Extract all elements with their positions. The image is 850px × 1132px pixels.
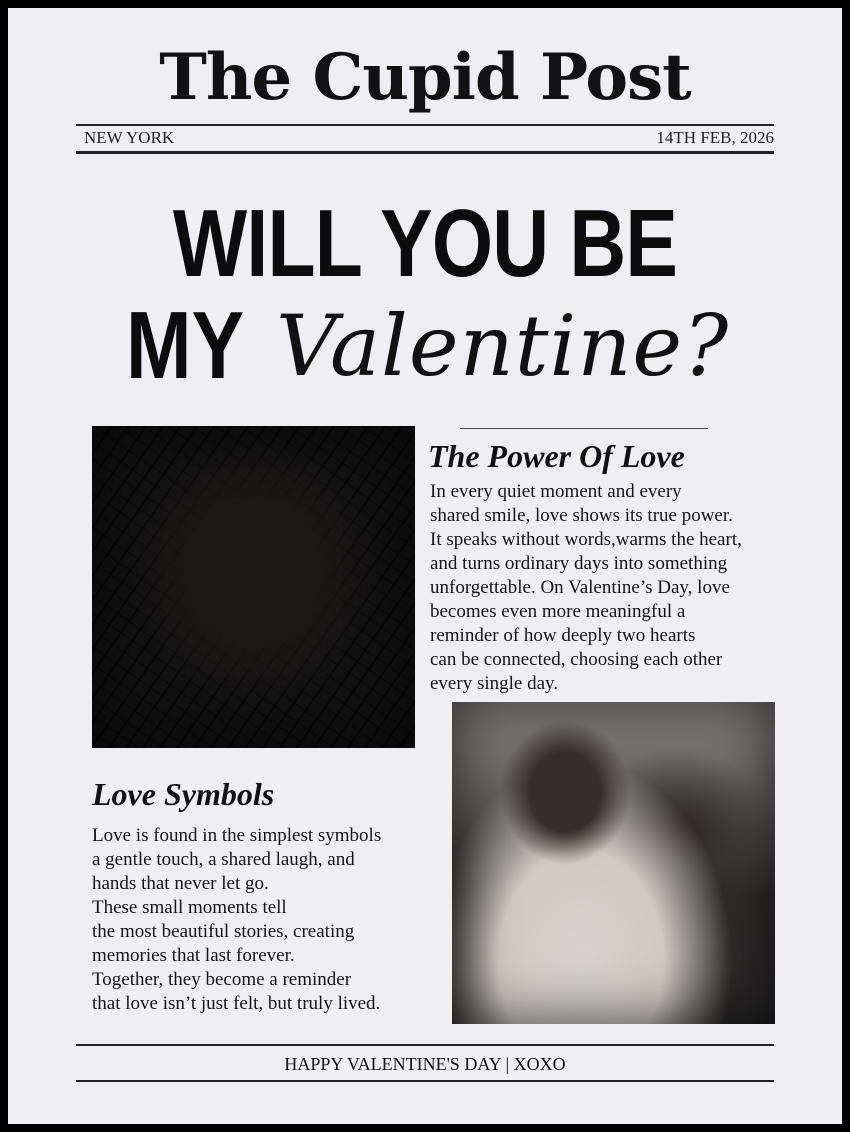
footer-text: HAPPY VALENTINE'S DAY | XOXO bbox=[284, 1054, 566, 1074]
article-line: reminder of how deeply two hearts bbox=[430, 625, 696, 646]
headline-valentine-script: Valentine? bbox=[276, 297, 730, 395]
article-line: These small moments tell bbox=[92, 897, 287, 918]
article-line: Together, they become a reminder bbox=[92, 969, 352, 990]
article-line: the most beautiful stories, creating bbox=[92, 921, 355, 942]
footer-rule-bottom bbox=[76, 1080, 774, 1082]
article-line: hands that never let go. bbox=[92, 873, 269, 894]
masthead-rule-bottom bbox=[76, 151, 774, 154]
dateline-city: NEW YORK bbox=[84, 128, 175, 147]
article-line: shared smile, love shows its true power. bbox=[430, 505, 733, 526]
article-line: In every quiet moment and every bbox=[430, 481, 682, 502]
masthead-title: The Cupid Post bbox=[159, 40, 691, 115]
article-love-symbols-body bbox=[92, 824, 381, 1016]
article-line: unforgettable. On Valentine’s Day, love bbox=[430, 577, 730, 598]
newspaper-page bbox=[8, 8, 842, 1124]
article-power-of-love-body bbox=[430, 480, 742, 696]
article-line: It speaks without words,warms the heart, bbox=[430, 529, 742, 550]
article-line: a gentle touch, a shared laugh, and bbox=[92, 849, 355, 870]
dateline-date: 14TH FEB, 2026 bbox=[656, 128, 774, 147]
article-line: memories that last forever. bbox=[92, 945, 295, 966]
couple-photo-cobblestone bbox=[92, 426, 415, 748]
footer-rule-top bbox=[76, 1044, 774, 1046]
article-line: and turns ordinary days into something bbox=[430, 553, 728, 574]
article-line: Love is found in the simplest symbols bbox=[92, 825, 382, 846]
headline-my: MY bbox=[126, 292, 245, 399]
article-line: every single day. bbox=[430, 673, 559, 694]
article-line: that love isn’t just felt, but truly lived. bbox=[92, 993, 381, 1014]
article-line: can be connected, choosing each other bbox=[430, 649, 723, 670]
headline-line-1: WILL YOU BE bbox=[172, 190, 678, 297]
couple-photo-embrace bbox=[452, 702, 775, 1024]
headline-line-2 bbox=[126, 292, 730, 399]
article-power-of-love-title: The Power Of Love bbox=[428, 438, 685, 474]
article-love-symbols-title: Love Symbols bbox=[92, 776, 275, 812]
article-line: becomes even more meaningful a bbox=[430, 601, 686, 622]
section-divider bbox=[460, 428, 708, 429]
